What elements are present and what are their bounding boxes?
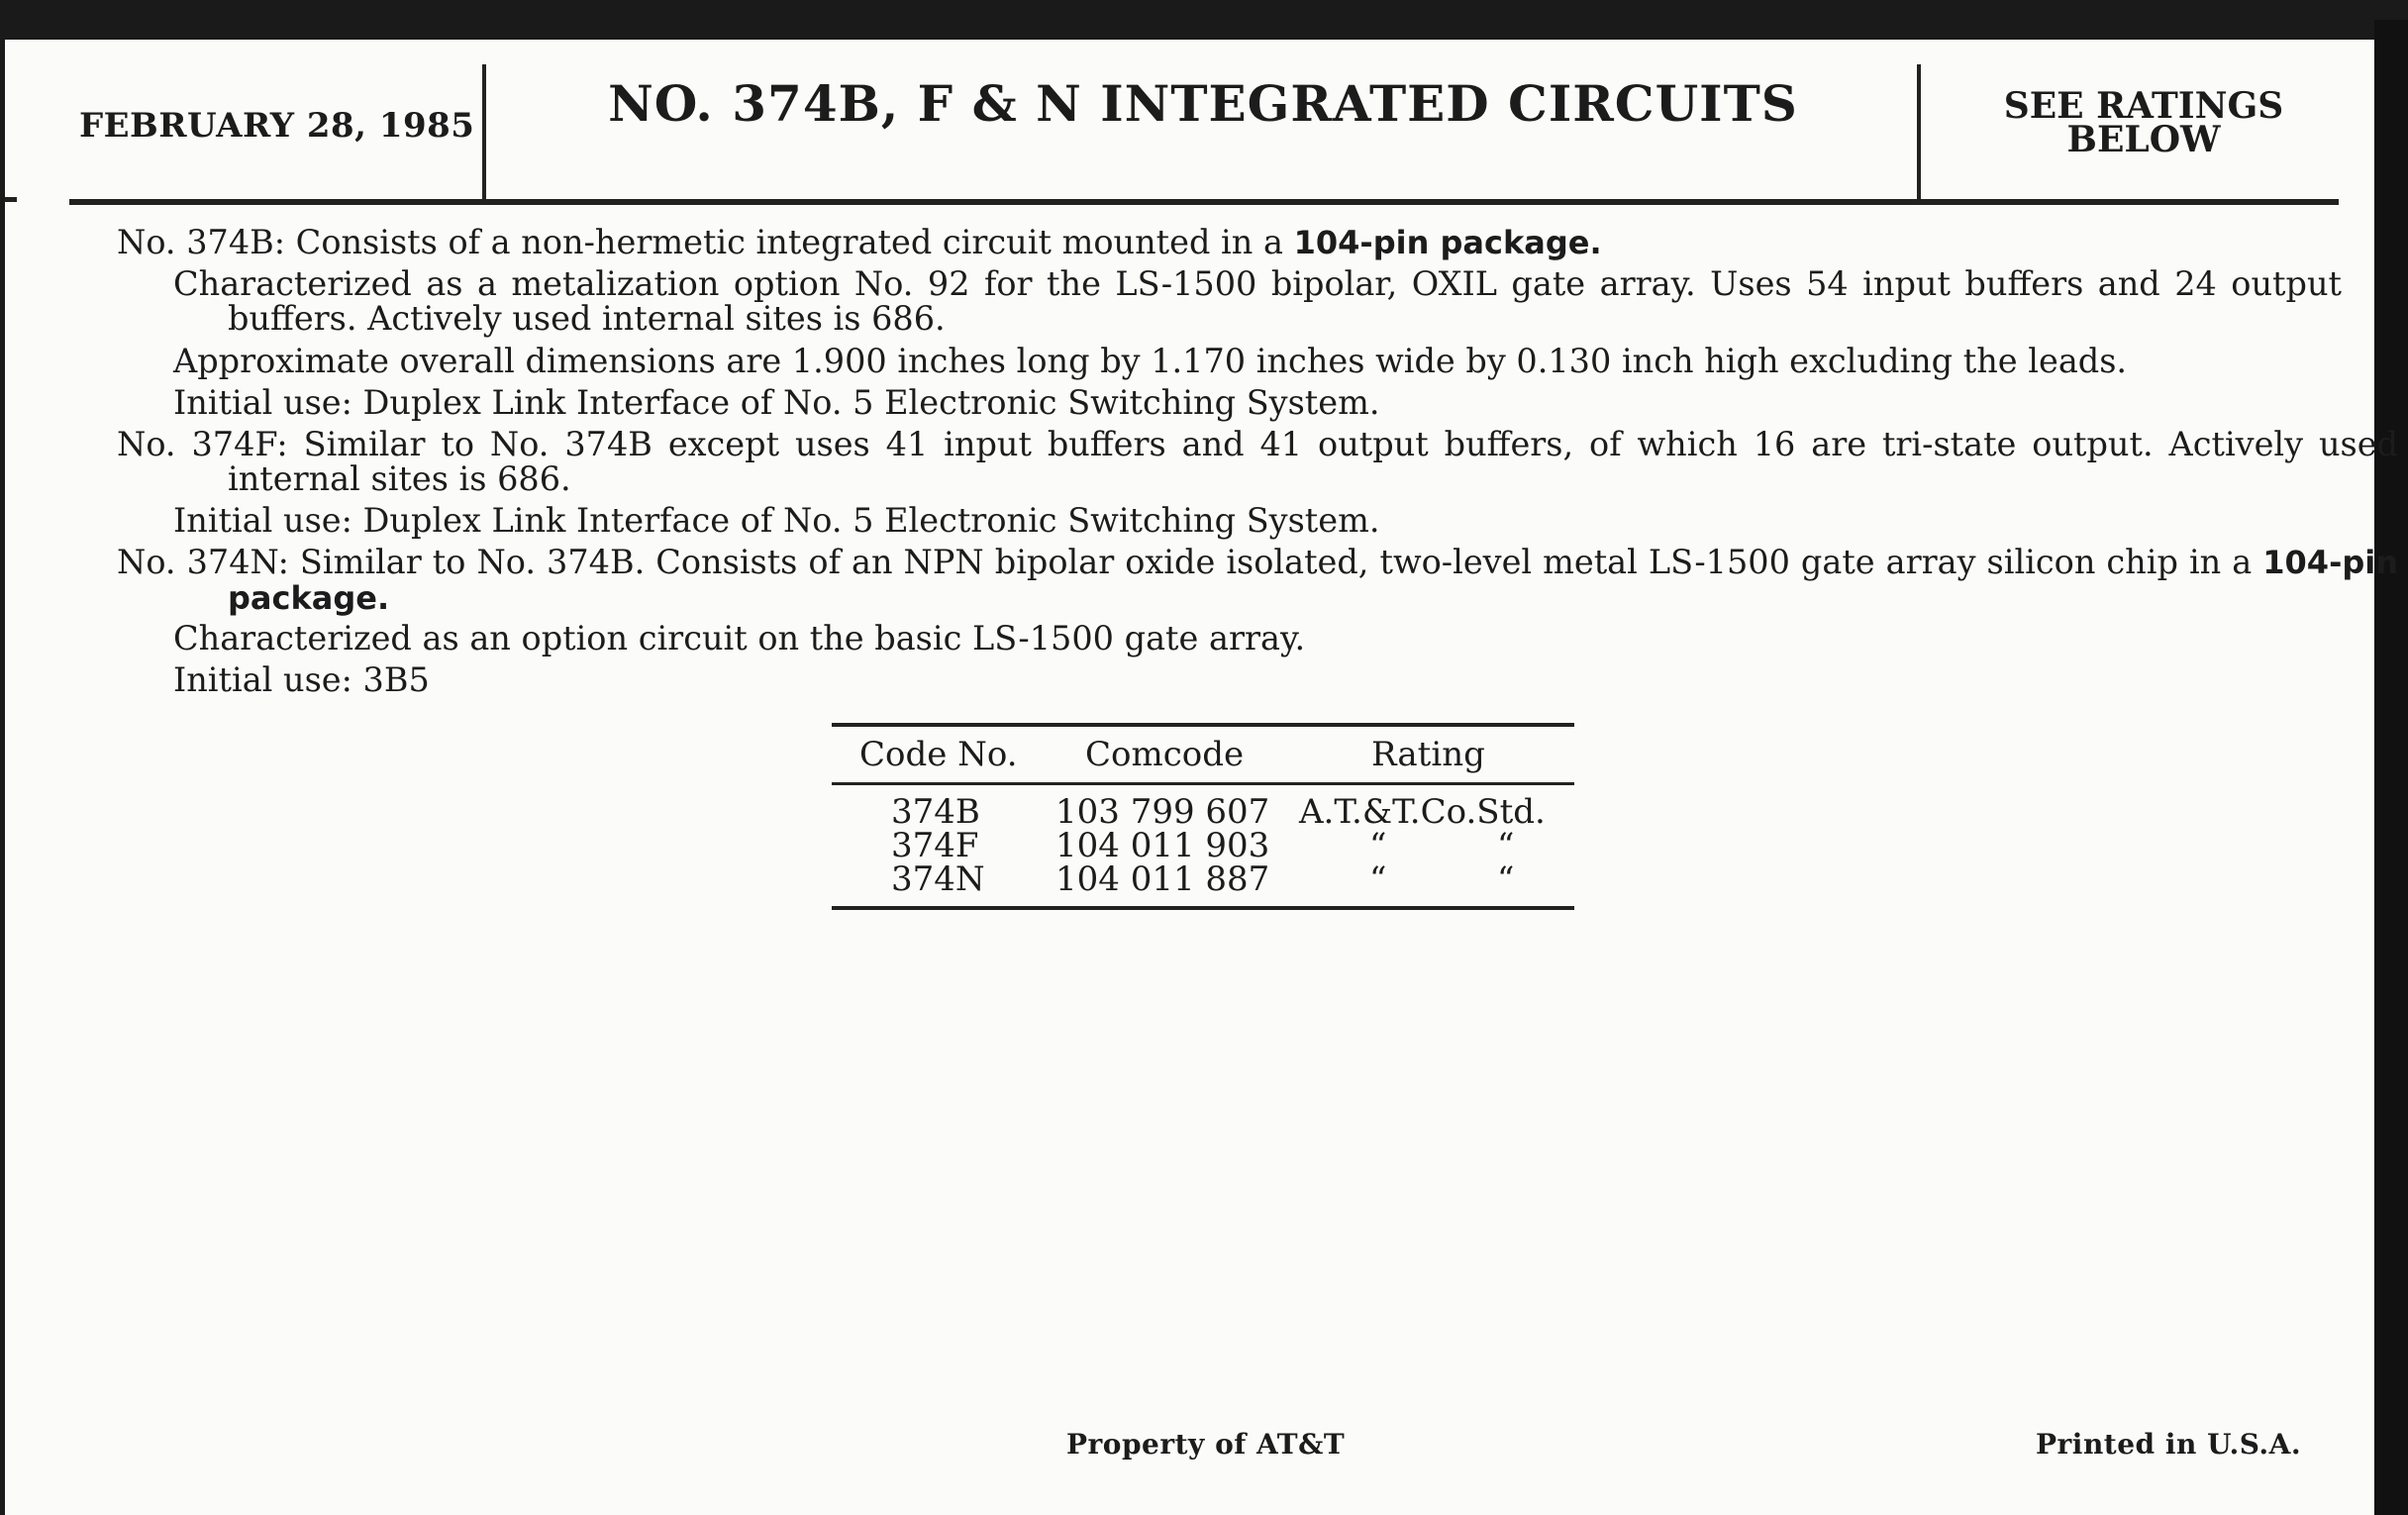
ratings-table bbox=[832, 723, 1574, 911]
ditto-mark: “ bbox=[1497, 859, 1515, 899]
paragraph-374b-dimensions: Approximate overall dimensions are 1.900 inches long by 1.170 inches wide by 0.130 inch high excluding the leads. bbox=[173, 342, 2128, 380]
rating-line-2: BELOW bbox=[2066, 119, 2221, 160]
table-cell-comcode: 104 011 903 bbox=[1055, 826, 1270, 865]
table-cell-code: 374B bbox=[891, 792, 980, 832]
table-cell-code: 374F bbox=[891, 826, 979, 865]
header-title: NO. 374B, F & N INTEGRATED CIRCUITS bbox=[608, 74, 1798, 133]
column-header-rating: Rating bbox=[1371, 735, 1485, 774]
table-top-rule bbox=[832, 723, 1574, 727]
ditto-mark: “ bbox=[1497, 826, 1515, 865]
header-rule bbox=[69, 199, 2339, 205]
header-rating-note bbox=[1956, 85, 2332, 160]
paragraph-374f-intro: No. 374F: Similar to No. 374B except uses 41 input buffers and 41 output buffers, of which 16 are tri-state output. Actively used internal sites is 686. bbox=[117, 425, 2398, 498]
paragraph-374f-initial-use: Initial use: Duplex Link Interface of No. 5 Electronic Switching System. bbox=[173, 501, 1380, 540]
footer-printed: Printed in U.S.A. bbox=[2036, 1428, 2302, 1461]
table-cell-comcode: 103 799 607 bbox=[1055, 792, 1270, 832]
ditto-mark: “ bbox=[1369, 826, 1387, 865]
package-bold: 104-pin package. bbox=[1293, 224, 1602, 261]
paragraph-374b-intro: No. 374B: Consists of a non-hermetic integrated circuit mounted in a 104-pin package. bbox=[117, 223, 1602, 261]
margin-tick bbox=[5, 197, 17, 202]
table-header-rule bbox=[832, 782, 1574, 785]
paragraph-374n-characterization: Characterized as an option circuit on the basic LS-1500 gate array. bbox=[173, 619, 1306, 657]
paragraph-374n-initial-use: Initial use: 3B5 bbox=[173, 660, 430, 699]
column-header-code: Code No. bbox=[859, 735, 1018, 774]
footer-property: Property of AT&T bbox=[1066, 1428, 1346, 1461]
table-cell-comcode: 104 011 887 bbox=[1055, 859, 1270, 899]
table-cell-code: 374N bbox=[891, 859, 985, 899]
paragraph-374n-intro: No. 374N: Similar to No. 374B. Consists of an NPN bipolar oxide isolated, two-level metal LS-1500 gate array silicon chip in a 104-pin package. bbox=[117, 543, 2398, 617]
rating-line-1: SEE RATINGS bbox=[2003, 85, 2284, 127]
column-header-comcode: Comcode bbox=[1085, 735, 1245, 774]
table-bottom-rule bbox=[832, 906, 1574, 910]
paragraph-374b-characterization: Characterized as a metalization option No. 92 for the LS-1500 bipolar, OXIL gate array. Uses 54 input buffers and 24 output buffers. Actively used internal sites is 686. bbox=[173, 264, 2342, 338]
header-divider-right bbox=[1917, 64, 1921, 201]
table-cell-rating: A.T.&T.Co.Std. bbox=[1299, 792, 1546, 832]
ditto-mark: “ bbox=[1369, 859, 1387, 899]
paragraph-374b-initial-use: Initial use: Duplex Link Interface of No. 5 Electronic Switching System. bbox=[173, 383, 1380, 422]
package-bold: 104-pin package. bbox=[228, 544, 2398, 617]
header-date: FEBRUARY 28, 1985 bbox=[79, 106, 475, 146]
